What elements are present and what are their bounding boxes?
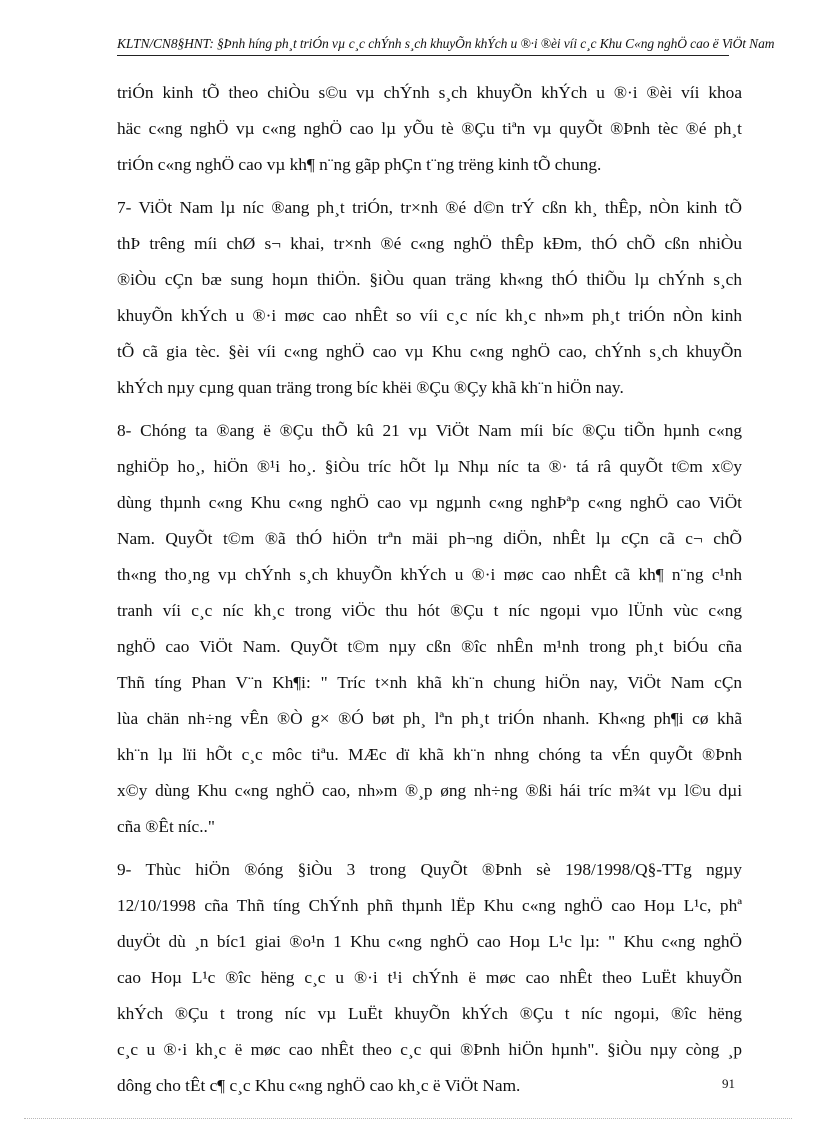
text-line: 12/10/1998 cña Thñ tíng ChÝnh phñ thµnh lËp Khu c«ng nghÖ cao Hoµ L¹c, phª [117,896,742,915]
text-line: 8- Chóng ta ®ang ë ®Çu thÕ kû 21 vµ ViÖt Nam míi bíc ®Çu tiÕn hµnh c«ng [117,421,742,440]
text-line: tÕ cã gia tèc. §èi víi c«ng nghÖ cao vµ Khu c«ng nghÖ cao, chÝnh s¸ch khuyÕn [117,342,742,361]
text-line: häc c«ng nghÖ vµ c«ng nghÖ cao lµ yÕu tè ®Çu tiªn vµ quyÕt ®Þnh tèc ®é ph¸t [117,119,742,138]
text-line: th«ng tho¸ng vµ chÝnh s¸ch khuyÕn khÝch u ®·i møc cao nhÊt cã kh¶ n¨ng c¹nh [117,565,742,584]
text-line: nghiÖp ho¸, hiÖn ®¹i ho¸. §iÒu tríc hÕt lµ Nhµ níc ta ®· tá râ quyÕt t©m x©y [117,457,742,476]
text-line: 9- Thùc hiÖn ®óng §iÒu 3 trong QuyÕt ®Þnh sè 198/1998/Q§-TTg ngµy [117,860,742,879]
text-line: kh¨n lµ lïi hÕt c¸c môc tiªu. MÆc dï khã kh¨n nhng chóng ta vÉn quyÕt ®Þnh [117,745,742,764]
text-line: lùa chän nh÷ng vÊn ®Ò g× ®Ó bøt ph¸ lªn ph¸t triÓn nhanh. Kh«ng ph¶i cø khã [117,709,742,728]
text-line: Nam. QuyÕt t©m ®ã thÓ hiÖn trªn mäi ph¬ng diÖn, nhÊt lµ cÇn cã c¬ chÕ [117,529,742,548]
text-line: Thñ tíng Phan V¨n Kh¶i: " Tríc t×nh khã kh¨n chung hiÖn nay, ViÖt Nam cÇn [117,673,742,692]
text-line: dùng thµnh c«ng Khu c«ng nghÖ cao vµ ngµnh c«ng nghÞªp c«ng nghÖ cao ViÖt [117,493,742,512]
text-line: thÞ trêng míi chØ s¬ khai, tr×nh ®é c«ng nghÖ thÊp kÐm, thÓ chÕ cßn nhiÒu [117,234,742,253]
paragraph-item-9 [117,852,742,1104]
text-line: c¸c u ®·i kh¸c ë møc cao nhÊt theo c¸c qui ®Þnh hiÖn hµnh". §iÒu nµy còng ¸p [117,1040,742,1059]
text-line: triÓn c«ng nghÖ cao vµ kh¶ n¨ng gãp phÇn t¨ng trëng kinh tÕ chung. [117,155,602,174]
text-line: dông cho tÊt c¶ c¸c Khu c«ng nghÖ cao kh¸c ë ViÖt Nam. [117,1076,521,1095]
paragraph-continuation [117,75,742,183]
text-line: cña ®Êt níc.." [117,817,215,836]
text-line: duyÖt dù ¸n bíc1 giai ®o¹n 1 Khu c«ng nghÖ cao Hoµ L¹c lµ: " Khu c«ng nghÖ [117,932,742,951]
text-line: khÝch ®Çu t trong níc vµ LuËt khuyÕn khÝch ®Çu t níc ngoµi, ®îc hëng [117,1004,742,1023]
running-header: KLTN/CN8§HNT: §Þnh híng ph¸t triÓn vµ c¸c chÝnh s¸ch khuyÕn khÝch u ®·i ®èi víi c¸c Khu C«ng nghÖ cao ë ViÖt Nam [117,36,729,56]
text-line: cao Hoµ L¹c ®îc hëng c¸c u ®·i t¹i chÝnh ë møc cao nhÊt theo LuËt khuyÕn [117,968,742,987]
page-bottom-divider [24,1118,792,1119]
paragraph-item-8 [117,413,742,845]
text-line: khuyÕn khÝch u ®·i møc cao nhÊt so víi c¸c níc kh¸c nh»m ph¸t triÓn nÒn kinh [117,306,742,325]
text-line: tranh víi c¸c níc kh¸c trong viÖc thu hót ®Çu t níc ngoµi vµo lÜnh vùc c«ng [117,601,742,620]
text-line: triÓn kinh tÕ theo chiÒu s©u vµ chÝnh s¸ch khuyÕn khÝch u ®·i ®èi víi khoa [117,83,742,102]
text-line: 7- ViÖt Nam lµ níc ®ang ph¸t triÓn, tr×nh ®é d©n trÝ cßn kh¸ thÊp, nÒn kinh tÕ [117,198,742,217]
page-number: 91 [722,1076,735,1091]
text-line: ®iÒu cÇn bæ sung hoµn thiÖn. §iÒu quan träng kh«ng thÓ thiÕu lµ chÝnh s¸ch [117,270,742,289]
document-body [117,75,742,1111]
text-line: khÝch nµy cµng quan träng trong bíc khëi ®Çu ®Çy khã kh¨n hiÖn nay. [117,378,624,397]
paragraph-item-7 [117,190,742,406]
text-line: nghÖ cao ViÖt Nam. QuyÕt t©m nµy cßn ®îc nhÊn m¹nh trong ph¸t biÓu cña [117,637,742,656]
text-line: x©y dùng Khu c«ng nghÖ cao, nh»m ®¸p øng nh÷ng ®ßi hái tríc m¾t vµ l©u dµi [117,781,742,800]
